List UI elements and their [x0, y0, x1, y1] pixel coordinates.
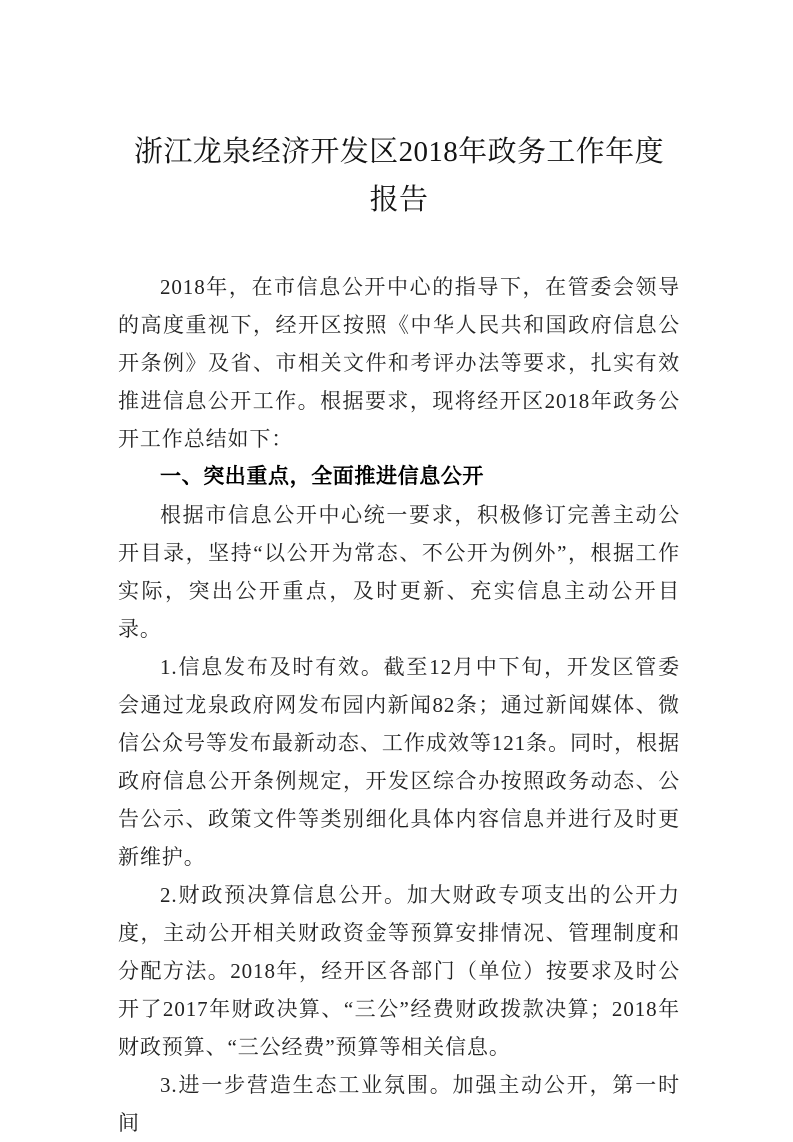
- paragraph-catalog: 根据市信息公开中心统一要求，积极修订完善主动公开目录，坚持“以公开为常态、不公开为例外”，根据工作实际，突出公开重点，及时更新、充实信息主动公开目录。: [118, 503, 680, 641]
- page-title: 浙江龙泉经济开发区2018年政务工作年度报告: [133, 136, 664, 216]
- paragraph-intro: 2018年，在市信息公开中心的指导下，在管委会领导的高度重视下，经开区按照《中华人民共和国政府信息公开条例》及省、市相关文件和考评办法等要求，扎实有效推进信息公开工作。根据要求，现将经开区2018年政务公开工作总结如下：: [118, 275, 680, 451]
- section-heading-1: 一、突出重点，全面推进信息公开: [160, 465, 484, 488]
- paragraph-item-3: 3.进一步营造生态工业氛围。加强主动公开，第一时间: [118, 1073, 680, 1135]
- title-body-spacer: [118, 224, 680, 268]
- document-content: [118, 128, 680, 1142]
- paragraph-item-2: 2.财政预决算信息公开。加大财政专项支出的公开力度，主动公开相关财政资金等预算安排情况、管理制度和分配方法。2018年，经开区各部门（单位）按要求及时公开了2017年财政决算、“三公”经费财政拨款决算；2018年财政预算、“三公经费”预算等相关信息。: [118, 883, 680, 1059]
- paragraph-item-1: 1.信息发布及时有效。截至12月中下旬，开发区管委会通过龙泉政府网发布园内新闻82条；通过新闻媒体、微信公众号等发布最新动态、工作成效等121条。同时，根据政府信息公开条例规定，开发区综合办按照政务动态、公告公示、政策文件等类别细化具体内容信息并进行及时更新维护。: [118, 655, 680, 869]
